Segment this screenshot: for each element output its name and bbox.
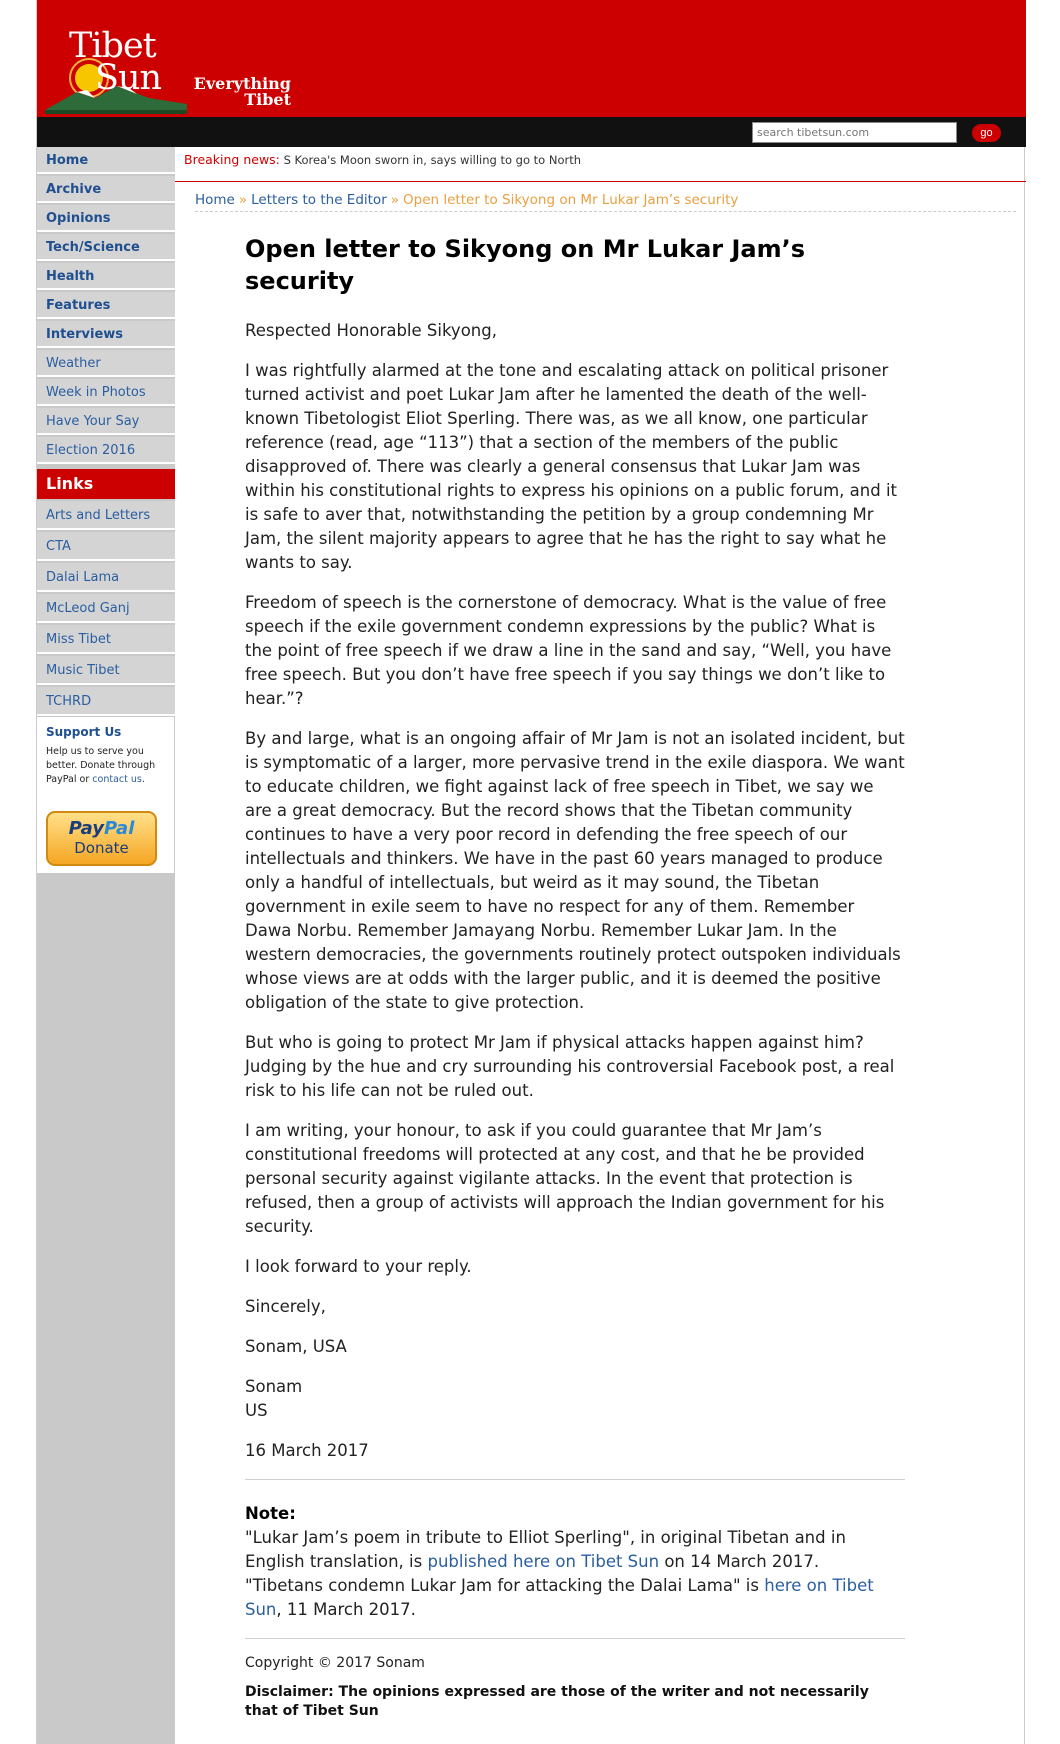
footer-divider [245,1638,905,1639]
support-box [37,717,175,873]
note-line [245,1526,905,1574]
sidebar-item-weather[interactable]: Weather [37,350,175,377]
salutation: Respected Honorable Sikyong, [245,321,497,340]
note-link-poem[interactable]: published here on Tibet Sun [427,1552,660,1571]
sidebar-link-mcleod-ganj[interactable]: McLeod Ganj [37,594,175,623]
logo-word-tibet: Tibet [69,26,156,66]
breadcrumb-current: Open letter to Sikyong on Mr Lukar Jam’s security [403,192,739,208]
sidebar-item-features[interactable]: Features [37,292,175,319]
sidebar-item-opinions[interactable]: Opinions [37,205,175,232]
note-text: , 11 March 2017. [276,1600,416,1619]
article-paragraph: Sincerely, [245,1297,326,1316]
support-text-end: . [141,774,145,785]
page-title: Open letter to Sikyong on Mr Lukar Jam’s security [245,235,806,295]
copyright: Copyright © 2017 Sonam [245,1655,425,1671]
breadcrumb-separator: » [390,192,400,208]
sidebar-link-arts-and-letters[interactable]: Arts and Letters [37,501,175,530]
paypal-donate-button[interactable] [46,811,157,866]
article-date: 16 March 2017 [245,1441,369,1460]
search-bar [37,117,1026,147]
note-line [245,1574,905,1622]
note-heading: Note: [245,1504,296,1523]
sidebar-link-music-tibet[interactable]: Music Tibet [37,656,175,685]
breadcrumb-section[interactable]: Letters to the Editor [251,192,387,208]
breaking-news-headline[interactable]: S Korea's Moon sworn in, says willing to go to North [283,153,582,167]
breaking-news [184,152,581,167]
note-text: "Tibetans condemn Lukar Jam for attacking the Dalai Lama" is [245,1576,765,1595]
note-text: "Lukar Jam’s poem in tribute to Elliot Sperling", in original Tibetan and in English translation, is [245,1528,846,1571]
sidebar-link-miss-tibet[interactable]: Miss Tibet [37,625,175,654]
article-paragraph: I was rightfully alarmed at the tone and escalating attack on political prisoner turned activist and poet Lukar Jam after he lamented the death of the well-known Tibetologist Eliot Sperling. There was, as we all know, one particular reference (read, age “113”) that a section of the members of the public disapproved of. There was clearly a general consensus that Lukar Jam was within his constitutional rights to express his opinions on a public forum, and it is safe to aver that, notwithstanding the petition by a group condemning Mr Jam, the silent majority appears to agree that he has the right to say what he wants to say. [245,361,898,572]
tagline-line1: Everything [193,74,291,93]
article-paragraph: By and large, what is an ongoing affair of Mr Jam is not an isolated incident, but is symptomatic of a larger, more pervasive trend in the exile diaspora. We want to educate children, we fight against lack of free speech in Tibet, we say we are a great democracy. But the record shows that the Tibetan community continues to have a very poor record in defending the free speech of our intellectuals and thinkers. We have in the past 60 years managed to produce only a handful of intellectuals, but weird as it may sound, the Tibetan government in exile seem to have no respect for any of them. Remember Dawa Norbu. Remember Jamayang Norbu. Remember Lukar Jam. In the western democracies, the governments routinely protect outspoken individuals whose views are at odds with the larger public, and it is deemed the positive obligation of the state to give protection. [245,729,905,1012]
sidebar-item-week-in-photos[interactable]: Week in Photos [37,379,175,406]
sidebar-item-home[interactable]: Home [37,147,175,174]
support-text [46,745,166,787]
note-divider [245,1479,905,1480]
breadcrumb-home[interactable]: Home [195,192,235,208]
logo-word-sun: Sun [95,58,162,98]
article-paragraph: I look forward to your reply. [245,1257,472,1276]
sidebar-item-tech-science[interactable]: Tech/Science [37,234,175,261]
sidebar-item-interviews[interactable]: Interviews [37,321,175,348]
logo-tagline [181,76,291,108]
breadcrumb-separator: » [238,192,248,208]
signature-place: US [245,1401,268,1420]
breaking-news-label: Breaking news: [184,152,280,167]
breadcrumb-divider [195,211,1016,212]
paypal-word-pay: Pay [68,818,104,839]
divider [175,181,1026,182]
article-paragraph: Sonam, USA [245,1337,347,1356]
sidebar-item-have-your-say[interactable]: Have Your Say [37,408,175,435]
page-frame [36,0,1025,1744]
sidebar-link-dalai-lama[interactable]: Dalai Lama [37,563,175,592]
sidebar-item-archive[interactable]: Archive [37,176,175,203]
disclaimer: Disclaimer: The opinions expressed are those of the writer and not necessarily that of Tibet Sun [245,1684,869,1719]
article [245,233,905,1721]
sidebar-link-tchrd[interactable]: TCHRD [37,687,175,716]
support-heading: Support Us [46,725,122,739]
article-paragraph: Freedom of speech is the cornerstone of democracy. What is the value of free speech if the exile government condemn expressions by the public? What is the point of free speech if we draw a line in the sand and say, “Well, you have free speech. But you don’t have free speech if you say things we don’t like to hear.”? [245,593,892,708]
search-go-button[interactable]: go [972,124,1001,142]
sidebar [37,147,175,1744]
note-text: on 14 March 2017. [659,1552,820,1571]
support-text-body: Help us to serve you better. Donate through PayPal or [46,746,156,785]
note-link-condemn[interactable]: here on Tibet Sun [245,1576,874,1619]
sidebar-item-election-2016[interactable]: Election 2016 [37,437,175,464]
site-logo[interactable] [37,24,291,114]
breadcrumb [195,192,738,208]
contact-us-link[interactable]: contact us [92,774,142,785]
paypal-donate-label: Donate [74,839,129,857]
links-heading: Links [37,469,175,499]
sidebar-link-cta[interactable]: CTA [37,532,175,561]
article-paragraph: But who is going to protect Mr Jam if physical attacks happen against him? Judging by the hue and cry surrounding his controversial Facebook post, a real risk to his life can not be ruled out. [245,1033,895,1100]
signature-name: Sonam [245,1377,303,1396]
paypal-logo [48,818,155,839]
paypal-word-pal: Pal [104,818,135,839]
sidebar-item-health[interactable]: Health [37,263,175,290]
tagline-line2: Tibet [244,90,291,109]
search-input[interactable] [752,122,957,143]
site-header [37,0,1026,117]
article-paragraph: I am writing, your honour, to ask if you could guarantee that Mr Jam’s constitutional freedoms will protected at any cost, and that he be provided personal security against vigilante attacks. In the event that protection is refused, then a group of activists will approach the Indian government for his security. [245,1121,885,1236]
